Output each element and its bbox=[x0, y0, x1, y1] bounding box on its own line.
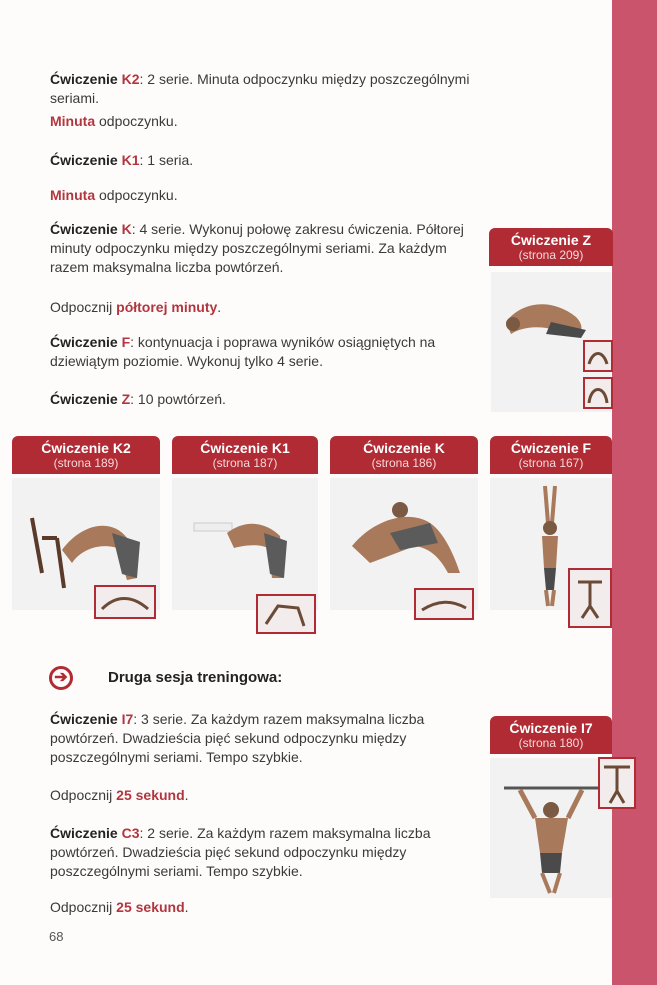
photo-exercise-k1 bbox=[172, 478, 318, 610]
paragraph-rest-4: Odpocznij 25 sekund. bbox=[50, 787, 189, 803]
paragraph-rest-3: Odpocznij półtorej minuty. bbox=[50, 299, 222, 315]
mini-photo-f bbox=[568, 568, 612, 628]
label-exercise-k: Ćwiczenie K (strona 186) bbox=[330, 436, 478, 474]
mini-photo-z-1 bbox=[583, 340, 613, 372]
paragraph-c3: Ćwiczenie C3: 2 serie. Za każdym razem maksymalna liczba powtórzeń. Dwadzieścia pięć sekund odpoczynku między poszczególnymi seriami. Tempo szybkie. bbox=[50, 825, 431, 879]
label-exercise-k1: Ćwiczenie K1 (strona 187) bbox=[172, 436, 318, 474]
side-color-bar bbox=[612, 0, 657, 985]
paragraph-rest-5: Odpocznij 25 sekund. bbox=[50, 899, 189, 915]
arrow-right-icon: ➔ bbox=[49, 666, 73, 690]
paragraph-f: Ćwiczenie F: kontynuacja i poprawa wyników osiągniętych na dziewiątym poziomie. Wykonuj tylko 4 serie. bbox=[50, 334, 436, 369]
label-exercise-f: Ćwiczenie F (strona 167) bbox=[490, 436, 612, 474]
label-exercise-i7: Ćwiczenie I7 (strona 180) bbox=[490, 716, 612, 754]
label-exercise-k2: Ćwiczenie K2 (strona 189) bbox=[12, 436, 160, 474]
paragraph-k: Ćwiczenie K: 4 serie. Wykonuj połowę zakresu ćwiczenia. Półtorej minuty odpoczynku między poszczególnymi seriami. Za każdym razem maksymalna liczba powtórzeń. bbox=[50, 221, 464, 275]
mini-photo-k1 bbox=[256, 594, 316, 634]
paragraph-rest-1: Minuta odpoczynku. bbox=[50, 113, 178, 129]
paragraph-z: Ćwiczenie Z: 10 powtórzeń. bbox=[50, 391, 226, 407]
paragraph-i7: Ćwiczenie I7: 3 serie. Za każdym razem maksymalna liczba powtórzeń. Dwadzieścia pięć sekund odpoczynku między poszczególnymi seriami. Tempo szybkie. bbox=[50, 711, 425, 765]
mini-photo-z-2 bbox=[583, 377, 613, 409]
photo-exercise-i7 bbox=[490, 758, 612, 898]
paragraph-k1: Ćwiczenie K1: 1 seria. bbox=[50, 152, 194, 168]
page-number: 68 bbox=[49, 929, 64, 944]
mini-photo-k2 bbox=[94, 585, 156, 619]
label-exercise-z: Ćwiczenie Z (strona 209) bbox=[489, 228, 613, 266]
paragraph-rest-2: Minuta odpoczynku. bbox=[50, 187, 178, 203]
mini-photo-i7 bbox=[598, 757, 636, 809]
session-title: Druga sesja treningowa: bbox=[108, 669, 283, 686]
mini-photo-k bbox=[414, 588, 474, 620]
paragraph-k2: Ćwiczenie K2: 2 serie. Minuta odpoczynku między poszczególnymi seriami. bbox=[50, 71, 470, 106]
